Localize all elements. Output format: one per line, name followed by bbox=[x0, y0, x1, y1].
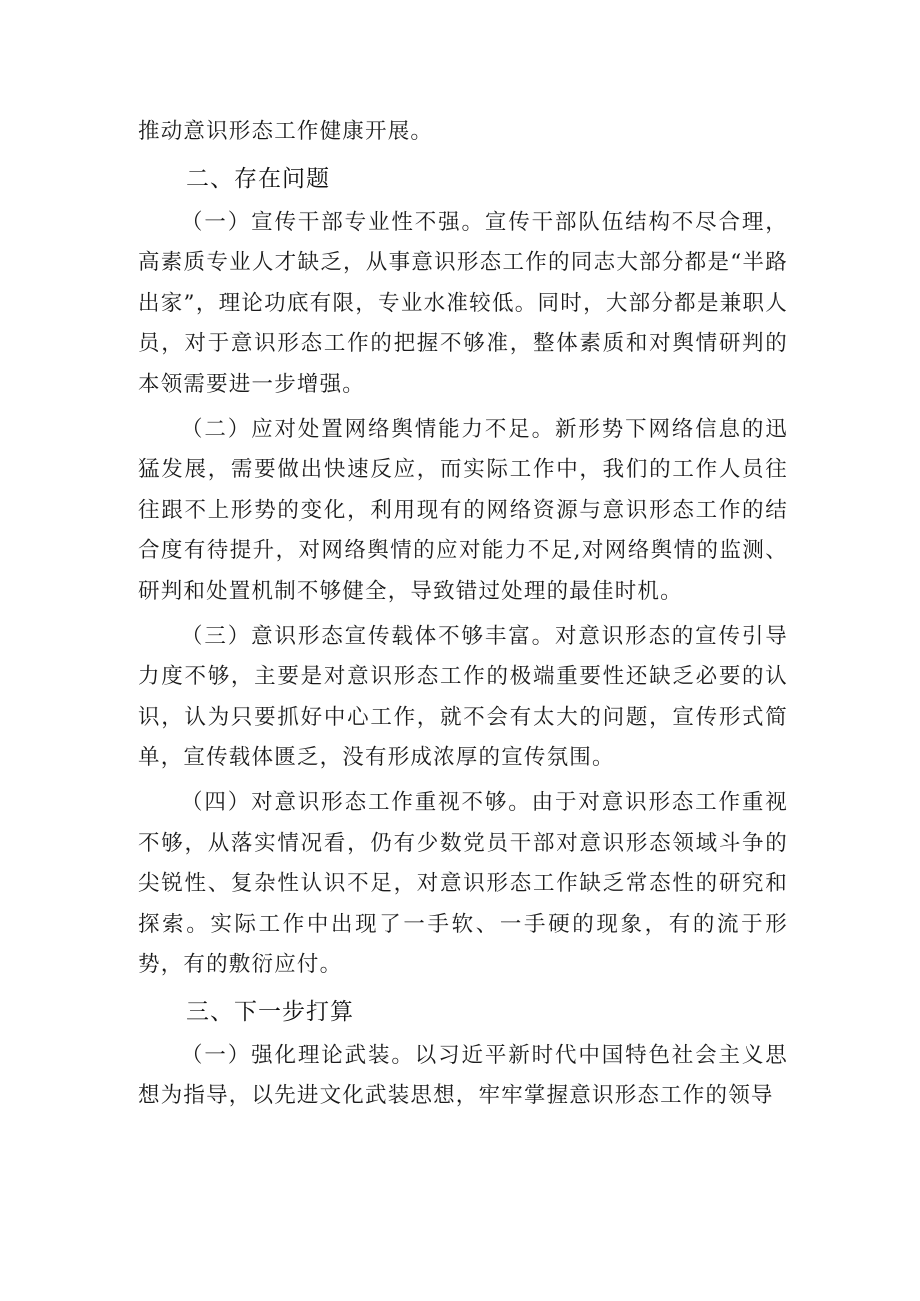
section-heading-next-steps: 三、下一步打算 bbox=[186, 998, 354, 1025]
document-body bbox=[138, 112, 788, 1117]
paragraph-problem-1: （一）宣传干部专业性不强。宣传干部队伍结构不尽合理，高素质专业人才缺乏，从事意识形态工作的同志大部分都是“半路出家”，理论功底有限，专业水准较低。同时，大部分都是兼职人员，对于意识形态工作的把握不够准，整体素质和对舆情研判的本领需要进一步增强。 bbox=[138, 209, 788, 397]
section-heading-problems: 二、存在问题 bbox=[186, 165, 330, 192]
paragraph-problem-2: （二）应对处置网络舆情能力不足。新形势下网络信息的迅猛发展，需要做出快速反应，而实际工作中，我们的工作人员往往跟不上形势的变化，利用现有的网络资源与意识形态工作的结合度有待提升，对网络舆情的应对能力不足,对网络舆情的监测、研判和处置机制不够健全，导致错过处理的最佳时机。 bbox=[138, 416, 788, 604]
paragraph-problem-4: （四）对意识形态工作重视不够。由于对意识形态工作重视不够，从落实情况看，仍有少数党员干部对意识形态领域斗争的尖锐性、复杂性认识不足，对意识形态工作缺乏常态性的研究和探索。实际工作中出现了一手软、一手硬的现象，有的流于形势，有的敷衍应付。 bbox=[138, 789, 788, 978]
paragraph-problem-3: （三）意识形态宣传载体不够丰富。对意识形态的宣传引导力度不够，主要是对意识形态工作的极端重要性还缺乏必要的认识，认为只要抓好中心工作，就不会有太大的问题，宣传形式简单，宣传载体匮乏，没有形成浓厚的宣传氛围。 bbox=[138, 623, 788, 771]
paragraph-plan-1: （一）强化理论武装。以习近平新时代中国特色社会主义思想为指导，以先进文化武装思想，牢牢掌握意识形态工作的领导 bbox=[138, 1042, 788, 1109]
intro-fragment: 推动意识形态工作健康开展。 bbox=[138, 119, 434, 144]
